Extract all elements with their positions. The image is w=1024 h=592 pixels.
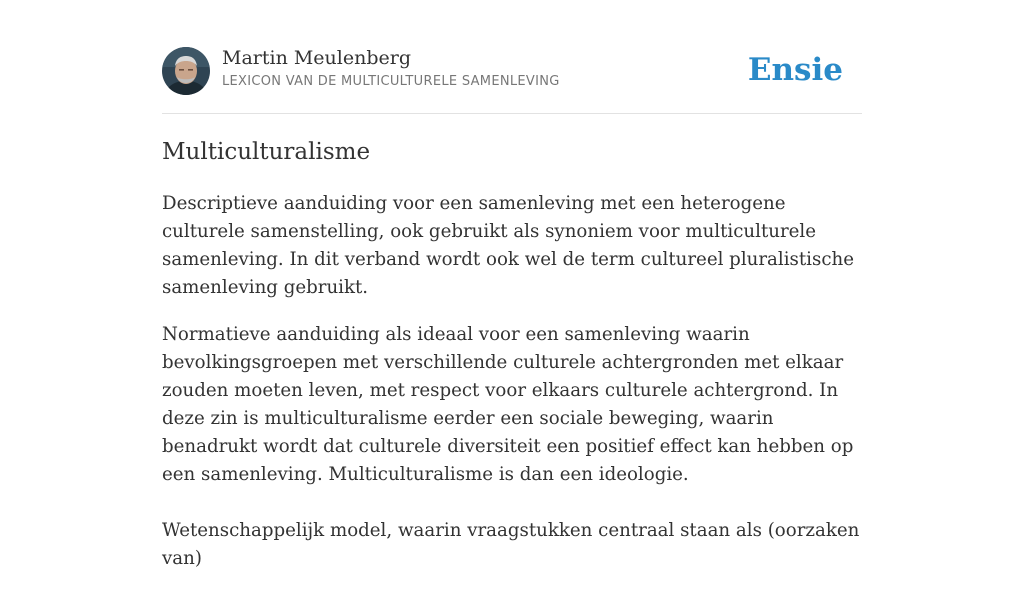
article-title: Multiculturalisme (162, 139, 371, 165)
article-paragraph: Wetenschappelijk model, waarin vraagstukken centraal staan als (oorzaken van) (162, 520, 860, 569)
author-photo (162, 47, 210, 95)
ensie-logo[interactable]: Ensie (747, 52, 843, 88)
article-body (162, 190, 862, 592)
article-header (162, 46, 862, 96)
header-divider (162, 113, 862, 114)
author-name[interactable]: Martin Meulenberg (222, 47, 411, 69)
author-avatar[interactable] (162, 47, 210, 95)
article-paragraph: Descriptieve aanduiding voor een samenleving met een heterogene culturele samenstelling, ook gebruikt als synoniem voor multiculturele samenleving. In dit verband wordt ook wel de term cultureel pluralistische samenleving gebruikt. (162, 193, 854, 298)
publication-name[interactable]: LEXICON VAN DE MULTICULTURELE SAMENLEVING (222, 74, 560, 89)
article-paragraph: Normatieve aanduiding als ideaal voor een samenleving waarin bevolkingsgroepen met verschillende culturele achtergronden met elkaar zouden moeten leven, met respect voor elkaars culturele achtergrond. In deze zin is multiculturalisme eerder een sociale beweging, waarin benadrukt wordt dat culturele diversiteit een positief effect kan hebben op een samenleving. Multiculturalisme is dan een ideologie. (162, 324, 854, 485)
